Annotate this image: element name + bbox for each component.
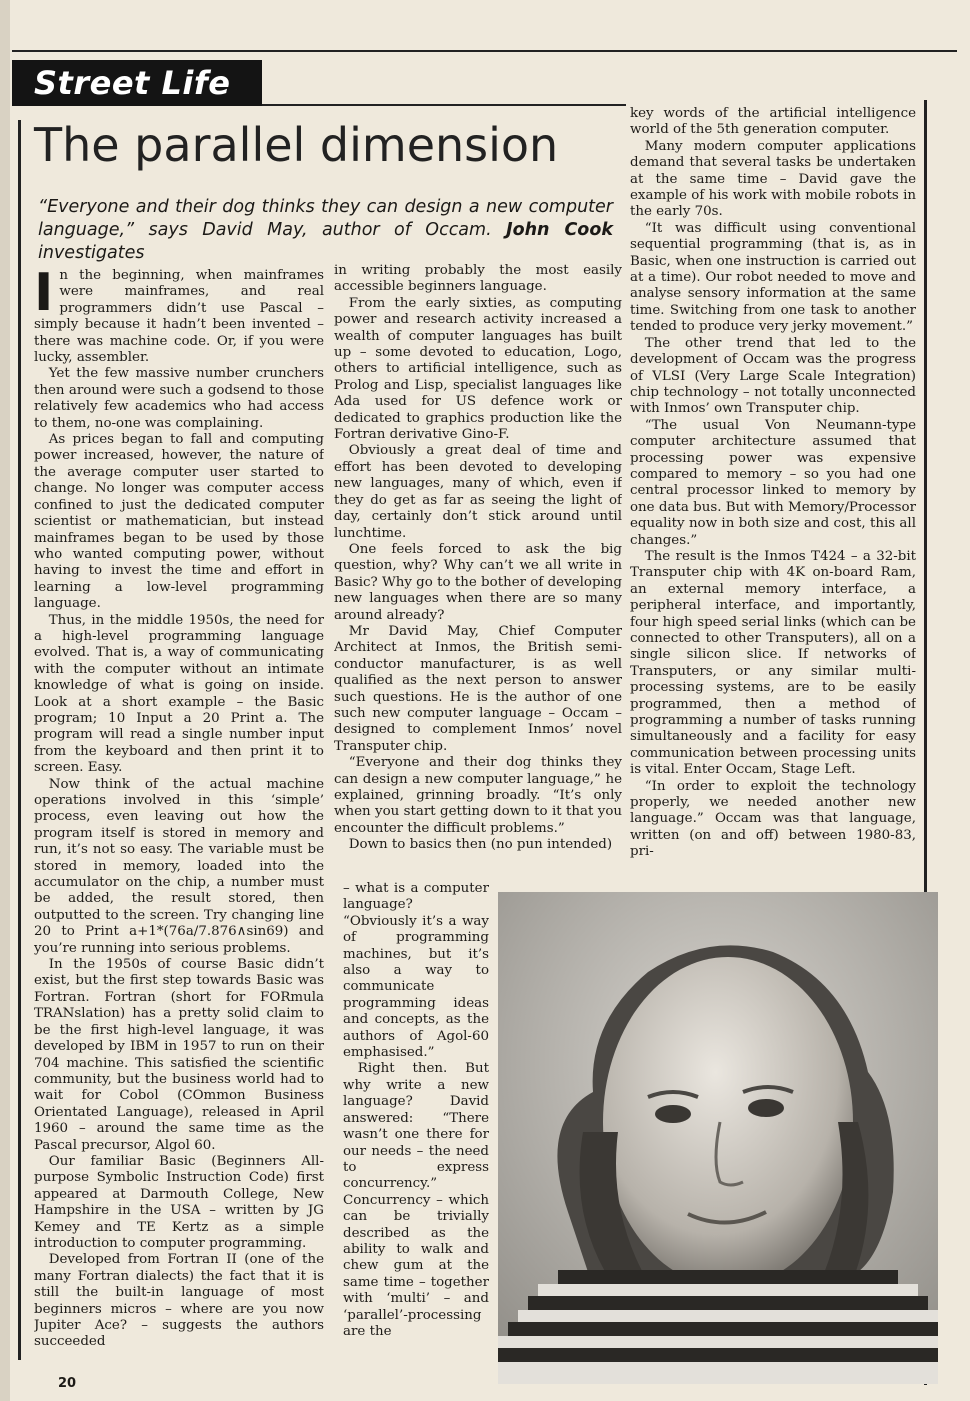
- drop-cap: I: [34, 268, 54, 323]
- paragraph: key words of the artificial intelligence world of the 5th generation computer.: [630, 106, 916, 138]
- paragraph: Yet the few massive number crunchers then around were such a godsend to those relatively few academics who had access to them, no-one was complaining.: [34, 366, 324, 431]
- portrait-illustration: [498, 892, 938, 1384]
- paragraph: Many modern computer applications demand that several tasks be undertaken at the same time – David gave the example of his work with mobile robots in the early 70s.: [630, 138, 916, 220]
- paragraph: “It was difficult using conventional sequential programming (that is, as in Basic, when one instruction is carried out at a time). Our robot needed to move and analyse sensory information at the same time. Switching from one task to another tended to produce very jerky movement.”: [630, 220, 916, 335]
- standfirst: [38, 196, 613, 265]
- portrait-photo: [498, 892, 938, 1384]
- paragraph: Right then. But why write a new language? David answered: “There wasn’t one there for our needs – the need to express concurrency.” Concurrency – which can be trivially described as the ability to walk and chew gum at the same time – together with ‘multi’ – and ‘parallel’-processing are the: [343, 1061, 489, 1339]
- paragraph: The other trend that led to the development of Occam was the progress of VLSI (Very Large Scale Integration) chip technology – not totally unconnected with Inmos’ own Transputer chip.: [630, 335, 916, 417]
- paragraph: – what is a computer language? “Obviously it’s a way of programming machines, but it’s also a way to communicate programming ideas and concepts, as the authors of Agol-60 emphasised.”: [343, 881, 489, 1061]
- paragraph: Developed from Fortran II (one of the many Fortran dialects) the fact that it is still the built-in language of most beginners micros – where are you now Jupiter Ace? – suggests the authors succeeded: [34, 1252, 324, 1350]
- paragraph: In the 1950s of course Basic didn’t exist, but the first step towards Basic was Fortran. Fortran (short for FORmula TRANslation) has a pretty solid claim to be the first high-level language, it was developed by IBM in 1957 to run on their 704 machine. This satisfied the scientific community, but the business world had to wait for Cobol (COmmon Business Orientated Language), released in April 1960 – around the same time as the Pascal precursor, Algol 60.: [34, 957, 324, 1153]
- standfirst-quote: “Everyone and their dog thinks they can design a new computer language,” says David May, author of Occam.: [38, 197, 613, 240]
- paragraph: Now think of the actual machine operations involved in this ‘simple’ process, even leaving out how the program itself is stored in memory and run, it’s not so easy. The variable must be stored in memory, loaded into the accumulator on the chip, a number must be added, the result stored, then outputted to the screen. Try changing line 20 to Print a+1*(76a/7.876∧sin69) and you’re running into serious problems.: [34, 776, 324, 956]
- paragraph: in writing probably the most easily accessible beginners language.: [334, 263, 622, 295]
- paragraph: “Everyone and their dog thinks they can design a new computer language,” he explained, grinning broadly. “It’s only when you start getting down to it that you encounter the difficult problems.”: [334, 755, 622, 836]
- paragraph: As prices began to fall and computing power increased, however, the nature of the average computer user started to change. No longer was computer access confined to just the dedicated computer scientist or mathematician, but instead mainframes began to be used by those who wanted computing power, without having to invest the time and effort in learning a low-level programming language.: [34, 432, 324, 612]
- paragraph: Obviously a great deal of time and effort has been devoted to developing new languages, many of which, even if they do get as far as seeing the light of day, certainly don’t stick around until lunchtime.: [334, 443, 622, 541]
- paragraph: From the early sixties, as computing power and research activity increased a wealth of computer languages has built up – some devoted to education, Logo, others to artificial intelligence, such as Prolog and Lisp, specialist languages like Ada used for US defence work or dedicated to graphics production like the Fortran derivative Gino-F.: [334, 295, 622, 443]
- paragraph: The result is the Inmos T424 – a 32-bit Transputer chip with 4K on-board Ram, an external memory interface, a peripheral interface, and importantly, four high speed serial links (which can be connected to other Transputers), all on a single silicon slice. If networks of Transputers, or any similar multi-processing systems, are to be easily programmed, then a method of programming a number of tasks running simultaneously and a facility for easy communication between processing units is vital. Enter Occam, Stage Left.: [630, 548, 916, 778]
- left-column-rule: [18, 120, 21, 1360]
- banner-rule: [262, 104, 626, 106]
- top-rule: [12, 50, 957, 52]
- section-banner: [12, 60, 262, 106]
- paragraph: Down to basics then (no pun intended): [348, 837, 613, 853]
- article-column-2-narrow: [343, 881, 489, 1351]
- paragraph: “In order to exploit the technology properly, we needed another new language.” Occam was that language, written (on and off) between 1980-83, pri-: [630, 778, 916, 860]
- paragraph: Mr David May, Chief Computer Architect at Inmos, the British semi-conductor manufacturer, is as well qualified as the next person to answer such questions. He is the author of one such new computer language – Occam – designed to complement Inmos’ novel Transputer chip.: [334, 623, 622, 754]
- headline: The parallel dimension: [34, 118, 559, 172]
- byline-author: John Cook: [506, 220, 613, 240]
- article-column-2: [334, 263, 622, 883]
- paragraph: In the beginning, when mainframes were mainframes, and real programmers didn’t use Pascal – simply because it hadn’t been invented – there was machine code. Or, if you were lucky, assembler.: [34, 268, 324, 366]
- paragraph: “The usual Von Neumann-type computer architecture assumed that processing power was expensive compared to memory – so you had one central processor linked to memory by one data bus. But with Memory/Processor equality now in both size and cost, this all changes.”: [630, 417, 916, 548]
- article-column-1: [34, 268, 324, 1360]
- standfirst-suffix: investigates: [38, 243, 145, 263]
- paragraph: Thus, in the middle 1950s, the need for a high-level programming language evolved. That is, a way of communicating with the computer without an intimate knowledge of what is going on inside. Look at a short example – the Basic program; 10 Input a 20 Print a. The program will read a single number input from the keyboard and then print it to screen. Easy.: [34, 612, 324, 776]
- page-edge: [0, 0, 10, 1401]
- article-column-3: [630, 106, 916, 876]
- paragraph: Our familiar Basic (Beginners All-purpose Symbolic Instruction Code) first appeared at Darmouth College, New Hampshire in the USA – written by JG Kemey and TE Kertz as a simple introduction to computer programming.: [34, 1153, 324, 1251]
- page-number: 20: [58, 1376, 77, 1391]
- section-title: Street Life: [34, 64, 231, 102]
- paragraph: One feels forced to ask the big question, why? Why can’t we all write in Basic? Why go to the bother of developing new languages when there are so many around already?: [334, 541, 622, 623]
